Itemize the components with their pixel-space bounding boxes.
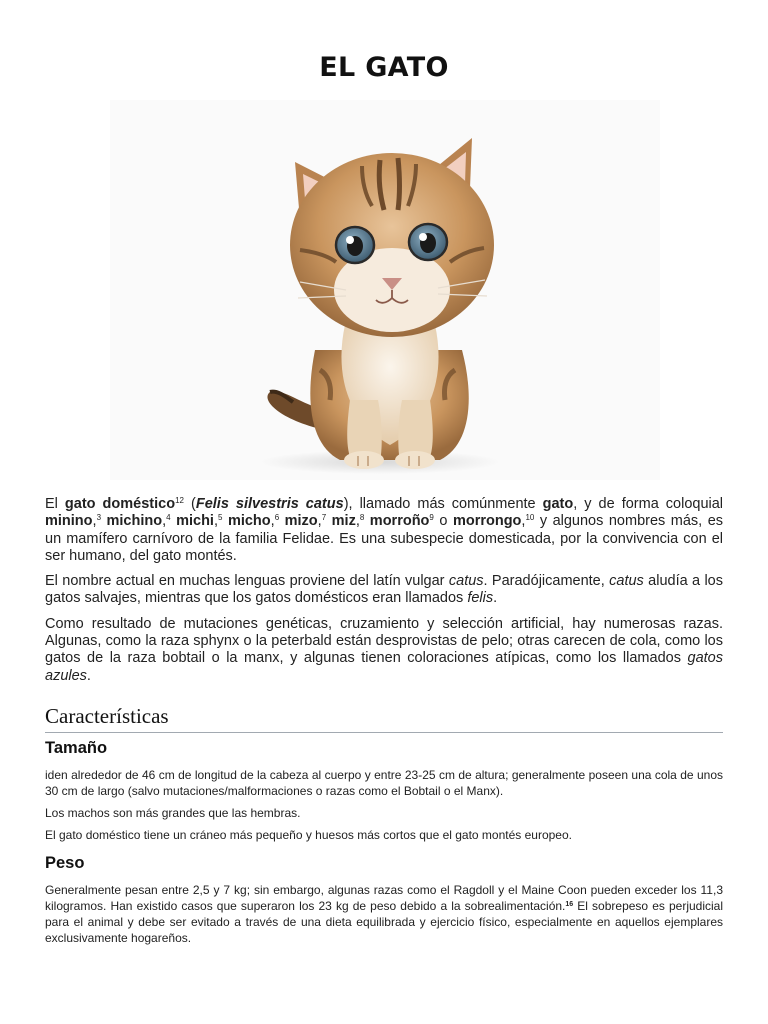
term-morrono: morroño: [364, 513, 430, 530]
intro-paragraph-2: [45, 573, 723, 608]
term-gato: gato: [542, 496, 574, 512]
text-run: , y de forma coloquial: [573, 496, 724, 512]
footnote-ref[interactable]: 5: [218, 513, 223, 523]
tamano-paragraph-3: El gato doméstico tiene un cráneo más pequeño y huesos más cortos que el gato montés europeo.: [45, 828, 572, 842]
peso-paragraph: [45, 882, 723, 946]
peso-text: [45, 882, 723, 952]
text-run: ), llamado más comúnmente: [343, 496, 543, 512]
intro-paragraph-3: [45, 616, 723, 685]
section-heading-caracteristicas: Características: [45, 704, 723, 733]
footnote-ref[interactable]: 6: [274, 513, 280, 523]
term-gatos-azules: gatos azules: [45, 650, 723, 684]
term-catus: catus: [609, 573, 644, 590]
footnote-ref[interactable]: 8: [359, 513, 365, 523]
subsection-heading-tamano: Tamaño: [45, 739, 108, 757]
text-run: .: [493, 590, 498, 607]
footnote-ref[interactable]: 4: [166, 513, 171, 523]
footnote-ref[interactable]: 16: [565, 901, 574, 908]
document-title: EL GATO: [319, 52, 449, 83]
text-run: El nombre actual en muchas lenguas proviene del latín vulgar: [45, 573, 449, 590]
text-run: Generalmente pesan entre 2,5 y 7 kg; sin embargo, algunas razas como el Ragdoll y el Maine Coon pueden exceder los 11,3 kilogramos. Han existido casos que superaron los 23 kg de peso debido a la sobrealimentación.: [45, 883, 723, 913]
text-run: ,: [521, 513, 526, 530]
footnote-ref[interactable]: 3: [96, 513, 102, 523]
term-felis-silvestris-catus: Felis silvestris catus: [195, 496, 344, 512]
text-run: ,: [213, 513, 218, 530]
term-micho: micho: [222, 513, 271, 530]
text-run: El sobrepeso es perjudicial para el animal y debe ser evitado a través de una dieta equilibrada y ejercicio físico, especialmente en aquellos ejemplares exclusivamente hogareños.: [45, 899, 724, 945]
text-run: El: [45, 496, 65, 512]
tamano-text: [45, 767, 723, 849]
term-felis: felis: [467, 590, 494, 607]
text-run: Como resultado de mutaciones genéticas, cruzamiento y selección artificial, hay numerosas razas. Algunas, como la raza sphynx o la peterbald están desprovistas de pelo; otras carecen de cola, como los gatos de la raza bobtail o la manx, y algunas tienen coloraciones atípicas, como los llamados: [45, 615, 723, 667]
footnote-ref[interactable]: 7: [321, 513, 327, 523]
tamano-paragraph-2: Los machos son más grandes que las hembras.: [45, 806, 301, 820]
text-run: o: [433, 513, 453, 530]
term-gato-domestico: gato doméstico: [64, 496, 176, 512]
footnote-ref[interactable]: 12: [175, 496, 184, 505]
kitten-illustration: [110, 100, 660, 480]
term-michi: michi: [170, 513, 214, 530]
text-run: y algunos nombres más, es un mamífero carnívoro de la familia Felidae. Es una subespecie domesticada, por la convivencia con el ser humano, del gato montés.: [45, 513, 724, 564]
term-mizo: mizo: [279, 513, 318, 530]
footnote-ref[interactable]: 10: [525, 513, 535, 523]
text-run: aludía a los gatos salvajes, mientras que los gatos domésticos eran llamados: [45, 573, 723, 607]
text-run: .: [86, 667, 91, 684]
term-morrongo: morrongo: [452, 513, 522, 530]
text-run: ,: [355, 513, 360, 530]
intro-paragraph-1: [45, 496, 723, 565]
text-run: ,: [270, 513, 275, 530]
text-run: ,: [162, 513, 167, 530]
term-michino: michino: [101, 513, 163, 530]
term-minino: minino: [45, 513, 93, 530]
tamano-paragraph-1: iden alrededor de 46 cm de longitud de la cabeza al cuerpo y entre 23-25 cm de altura; generalmente poseen una cola de unos 30 cm de largo (salvo mutaciones/malformaciones o razas como el Bobtail o el Manx).: [45, 768, 723, 798]
text-run: ,: [317, 513, 322, 530]
term-catus: catus: [448, 573, 484, 590]
footnote-ref[interactable]: 9: [429, 513, 434, 523]
text-run: (: [183, 496, 196, 512]
text-run: ,: [92, 513, 97, 530]
intro-text: [45, 496, 723, 693]
term-miz: miz: [326, 513, 356, 530]
subsection-heading-peso: Peso: [45, 854, 85, 872]
text-run: . Paradójicamente,: [483, 573, 610, 590]
kitten-photo: [110, 100, 660, 480]
